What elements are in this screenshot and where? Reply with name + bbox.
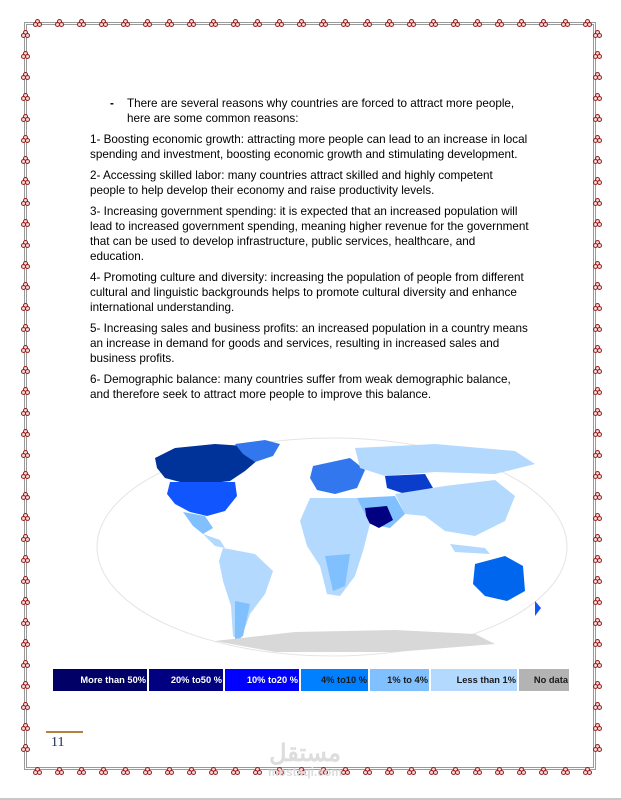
legend-item <box>225 669 299 691</box>
reason-paragraph: 6- Demographic balance: many countries suffer from weak demographic balance, and therefore seek to attract more people to improve this balance. <box>90 373 511 401</box>
legend-label: 1% to 4% <box>387 675 428 685</box>
legend-label: More than 50% <box>80 675 146 685</box>
clover-ornament-icon <box>593 450 600 457</box>
clover-ornament-icon <box>77 767 84 774</box>
clover-ornament-icon <box>593 660 600 667</box>
reason-paragraph: 5- Increasing sales and business profits: an increased population in a country means an increase in demand for goods and services, resulting in increased sales and business profits. <box>90 322 528 365</box>
clover-ornament-icon <box>451 767 458 774</box>
page-number-rule <box>46 731 83 733</box>
reason-paragraph: 3- Increasing government spending: it is expected that an increased population will lead to increased government spending, meaning higher revenue for the government that can be used to develop infrastructure, public services, healthcare, and education. <box>90 205 529 263</box>
clover-ornament-icon <box>593 198 600 205</box>
clover-ornament-icon <box>253 19 260 26</box>
clover-ornament-icon <box>21 72 28 79</box>
clover-ornament-icon <box>593 303 600 310</box>
clover-ornament-icon <box>593 408 600 415</box>
map-legend <box>53 669 571 691</box>
clover-ornament-icon <box>231 19 238 26</box>
clover-ornament-icon <box>21 723 28 730</box>
clover-ornament-icon <box>583 767 590 774</box>
clover-ornament-icon <box>121 19 128 26</box>
watermark <box>268 742 342 778</box>
intro-text: There are several reasons why countries are forced to attract more people, here are some common reasons: <box>127 97 515 125</box>
clover-ornament-icon <box>21 450 28 457</box>
clover-ornament-icon <box>21 681 28 688</box>
clover-ornament-icon <box>231 767 238 774</box>
clover-ornament-icon <box>593 51 600 58</box>
clover-ornament-icon <box>517 767 524 774</box>
clover-ornament-icon <box>593 324 600 331</box>
clover-ornament-icon <box>253 767 260 774</box>
legend-item <box>519 669 569 691</box>
clover-ornament-icon <box>593 177 600 184</box>
legend-label: 10% to20 % <box>246 675 298 685</box>
reason-paragraph: 2- Accessing skilled labor: many countries attract skilled and highly competent people to help develop their economy and raise productivity levels. <box>90 169 493 197</box>
clover-ornament-icon <box>451 19 458 26</box>
clover-ornament-icon <box>33 19 40 26</box>
clover-ornament-icon <box>21 198 28 205</box>
clover-ornament-icon <box>21 345 28 352</box>
clover-ornament-icon <box>593 135 600 142</box>
clover-ornament-icon <box>593 345 600 352</box>
intro-bullet <box>110 96 530 126</box>
clover-ornament-icon <box>561 19 568 26</box>
watermark-latin: mostaqi.com <box>268 765 343 779</box>
clover-ornament-icon <box>593 471 600 478</box>
clover-ornament-icon <box>593 597 600 604</box>
clover-ornament-icon <box>593 261 600 268</box>
reason-paragraph: 1- Boosting economic growth: attracting more people can lead to an increase in local spending and investment, boosting economic growth and stimulating development. <box>90 133 528 161</box>
clover-ornament-icon <box>21 618 28 625</box>
clover-ornament-icon <box>495 767 502 774</box>
clover-ornament-icon <box>407 767 414 774</box>
clover-ornament-icon <box>429 19 436 26</box>
legend-label: No data <box>533 675 568 685</box>
clover-ornament-icon <box>21 282 28 289</box>
clover-ornament-icon <box>473 767 480 774</box>
clover-ornament-icon <box>385 767 392 774</box>
clover-ornament-icon <box>21 366 28 373</box>
clover-ornament-icon <box>187 767 194 774</box>
clover-ornament-icon <box>561 767 568 774</box>
clover-ornament-icon <box>341 19 348 26</box>
clover-ornament-icon <box>275 19 282 26</box>
clover-ornament-icon <box>593 576 600 583</box>
clover-ornament-icon <box>21 660 28 667</box>
clover-ornament-icon <box>593 429 600 436</box>
clover-ornament-icon <box>55 767 62 774</box>
clover-ornament-icon <box>55 19 62 26</box>
clover-ornament-icon <box>593 366 600 373</box>
clover-ornament-icon <box>21 534 28 541</box>
clover-ornament-icon <box>593 702 600 709</box>
clover-ornament-icon <box>21 639 28 646</box>
clover-ornament-icon <box>593 282 600 289</box>
clover-ornament-icon <box>593 555 600 562</box>
clover-ornament-icon <box>21 303 28 310</box>
clover-ornament-icon <box>21 387 28 394</box>
clover-ornament-icon <box>165 19 172 26</box>
clover-ornament-icon <box>429 767 436 774</box>
clover-ornament-icon <box>407 19 414 26</box>
clover-ornament-icon <box>21 492 28 499</box>
page-number: 11 <box>51 735 65 750</box>
clover-ornament-icon <box>21 702 28 709</box>
clover-ornament-icon <box>473 19 480 26</box>
clover-ornament-icon <box>517 19 524 26</box>
clover-ornament-icon <box>593 114 600 121</box>
clover-ornament-icon <box>33 767 40 774</box>
clover-ornament-icon <box>593 744 600 751</box>
map-russia <box>355 444 535 476</box>
clover-ornament-icon <box>21 261 28 268</box>
clover-ornament-icon <box>21 429 28 436</box>
clover-ornament-icon <box>21 219 28 226</box>
clover-ornament-icon <box>21 471 28 478</box>
clover-ornament-icon <box>21 555 28 562</box>
clover-ornament-icon <box>593 240 600 247</box>
clover-ornament-icon <box>99 19 106 26</box>
clover-ornament-icon <box>165 767 172 774</box>
clover-ornament-icon <box>21 114 28 121</box>
reason-paragraph: 4- Promoting culture and diversity: increasing the population of people from different cultural and linguistic backgrounds helps to promote cultural diversity and enhance international understanding. <box>90 271 524 314</box>
legend-item <box>370 669 429 691</box>
clover-ornament-icon <box>593 72 600 79</box>
clover-ornament-icon <box>21 513 28 520</box>
clover-ornament-icon <box>21 135 28 142</box>
legend-label: 20% to50 % <box>170 675 222 685</box>
clover-ornament-icon <box>593 30 600 37</box>
clover-ornament-icon <box>385 19 392 26</box>
clover-ornament-icon <box>187 19 194 26</box>
clover-ornament-icon <box>593 387 600 394</box>
clover-ornament-icon <box>209 19 216 26</box>
clover-ornament-icon <box>21 240 28 247</box>
clover-ornament-icon <box>21 51 28 58</box>
clover-ornament-icon <box>21 597 28 604</box>
clover-ornament-icon <box>593 93 600 100</box>
clover-ornament-icon <box>539 767 546 774</box>
clover-ornament-icon <box>593 723 600 730</box>
clover-ornament-icon <box>21 93 28 100</box>
legend-item <box>431 669 517 691</box>
legend-item <box>301 669 368 691</box>
clover-ornament-icon <box>593 219 600 226</box>
clover-ornament-icon <box>593 618 600 625</box>
clover-ornament-icon <box>593 492 600 499</box>
world-map <box>95 436 570 658</box>
clover-ornament-icon <box>593 639 600 646</box>
clover-ornament-icon <box>77 19 84 26</box>
bullet-marker: - <box>110 97 114 110</box>
clover-ornament-icon <box>21 30 28 37</box>
legend-label: Less than 1% <box>456 675 516 685</box>
clover-ornament-icon <box>21 177 28 184</box>
clover-ornament-icon <box>121 767 128 774</box>
legend-item <box>149 669 223 691</box>
clover-ornament-icon <box>341 767 348 774</box>
clover-ornament-icon <box>21 324 28 331</box>
clover-ornament-icon <box>21 576 28 583</box>
clover-ornament-icon <box>143 19 150 26</box>
clover-ornament-icon <box>593 156 600 163</box>
clover-ornament-icon <box>319 19 326 26</box>
map-new-zealand <box>535 601 541 616</box>
clover-ornament-icon <box>99 767 106 774</box>
clover-ornament-icon <box>209 767 216 774</box>
clover-ornament-icon <box>363 19 370 26</box>
legend-label: 4% to10 % <box>321 675 367 685</box>
watermark-arabic: مستقل <box>269 740 341 767</box>
clover-ornament-icon <box>583 19 590 26</box>
clover-ornament-icon <box>143 767 150 774</box>
clover-ornament-icon <box>21 744 28 751</box>
clover-ornament-icon <box>21 156 28 163</box>
clover-ornament-icon <box>495 19 502 26</box>
clover-ornament-icon <box>593 534 600 541</box>
document-body <box>90 96 530 408</box>
clover-ornament-icon <box>363 767 370 774</box>
clover-ornament-icon <box>21 408 28 415</box>
clover-ornament-icon <box>297 19 304 26</box>
clover-ornament-icon <box>593 681 600 688</box>
clover-ornament-icon <box>593 513 600 520</box>
legend-item <box>53 669 147 691</box>
clover-ornament-icon <box>539 19 546 26</box>
